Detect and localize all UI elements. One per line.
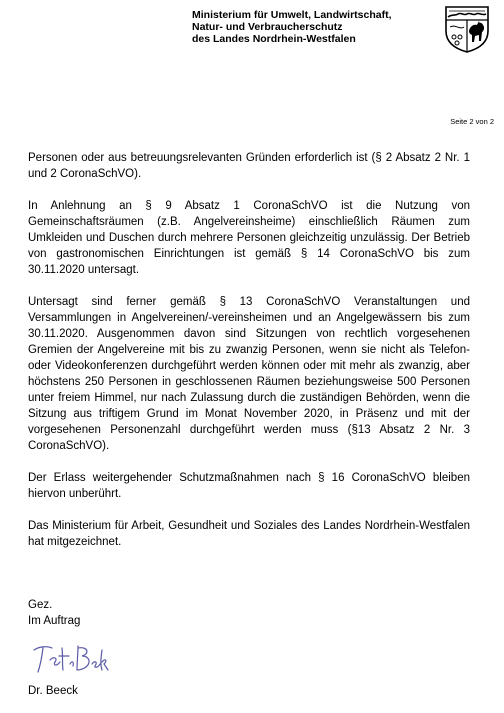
handwritten-signature [30,640,110,676]
closing-block [28,597,80,629]
closing-im-auftrag: Im Auftrag [28,615,81,627]
ministry-line: Natur- und Verbraucherschutz [192,21,343,33]
closing-gez: Gez. [28,599,53,611]
paragraph: Der Erlass weitergehender Schutzmaßnahmen nach § 16 CoronaSchVO bleiben hiervon unberührt. [28,472,470,500]
paragraph: Untersagt sind ferner gemäß § 13 CoronaSchVO Veranstaltungen und Versammlungen in Angelvereinen/-vereinsheimen und an Angelgewässern bis zum 30.11.2020. Ausgenommen davon sind Sitzungen von rechtlich vorgesehenen Gremien der Angelvereine mit bis zu zwanzig Personen, wenn sie nicht als Telefon- oder Videokonferenzen durchgeführt werden können oder mit mehr als zwanzig, aber höchstens 250 Personen in geschlossenen Räumen beziehungsweise 500 Personen unter freiem Himmel, nur nach Zulassung durch die zuständigen Behörden, wenn die Sitzung aus triftigem Grund im Monat November 2020, in Präsenz und mit der vorgesehenen Personenzahl durchgeführt werden muss (§13 Absatz 2 Nr. 3 CoronaSchVO). [28,296,470,452]
paragraph: Personen oder aus betreuungsrelevanten Gründen erforderlich ist (§ 2 Absatz 2 Nr. 1 und 2 CoronaSchVO). [28,152,470,180]
paragraph: In Anlehnung an § 9 Absatz 1 CoronaSchVO ist die Nutzung von Gemeinschaftsräumen (z.B. Angelvereinsheime) einschließlich Räumen zum Umkleiden und Duschen durch mehrere Personen gleichzeitig unzulässig. Der Betrieb von gastronomischen Einrichtungen ist gemäß § 14 CoronaSchVO bis zum 30.11.2020 untersagt. [28,200,470,276]
ministry-line: des Landes Nordrhein-Westfalen [192,33,356,45]
signer-name: Dr. Beeck [28,685,78,697]
ministry-line: Ministerium für Umwelt, Landwirtschaft, [192,9,392,21]
ministry-letterhead [192,9,392,45]
paragraph: Das Ministerium für Arbeit, Gesundheit und Soziales des Landes Nordrhein-Westfalen hat mitgezeichnet. [28,520,470,548]
page-number: Seite 2 von 2 [450,117,494,126]
nrw-coat-of-arms-icon [443,5,491,53]
letter-body [28,150,470,566]
